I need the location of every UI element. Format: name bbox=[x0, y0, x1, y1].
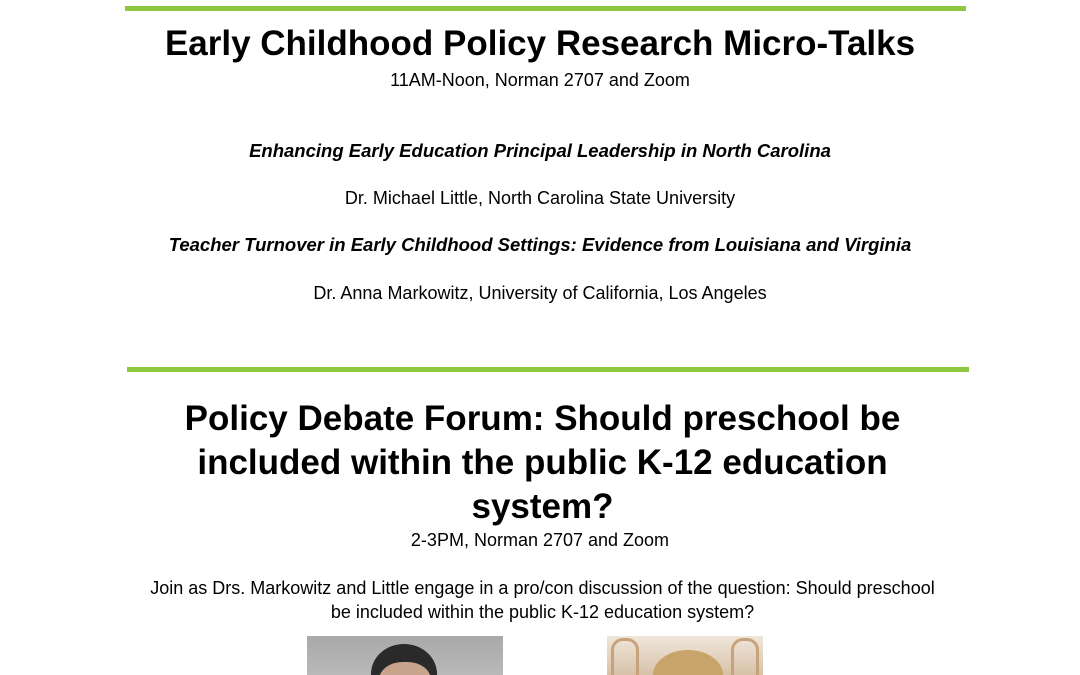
section-divider-middle bbox=[127, 367, 969, 372]
photo-arch-shape bbox=[611, 638, 639, 675]
section-divider-top bbox=[125, 6, 966, 11]
speaker-photo-little bbox=[307, 636, 503, 675]
talk-speaker-2: Dr. Anna Markowitz, University of California, Los Angeles bbox=[313, 283, 767, 303]
section2-description: Join as Drs. Markowitz and Little engage in a pro/con discussion of the question: Should preschool be included within the public K-12 education system? bbox=[150, 578, 935, 622]
section1-title: Early Childhood Policy Research Micro-Talks bbox=[164, 24, 916, 63]
talk-speaker-1: Dr. Michael Little, North Carolina State University bbox=[344, 188, 736, 208]
section1-time-location: 11AM-Noon, Norman 2707 and Zoom bbox=[390, 70, 690, 90]
photo-arch-shape bbox=[731, 638, 759, 675]
section2-time-location: 2-3PM, Norman 2707 and Zoom bbox=[410, 530, 670, 550]
speaker-photo-markowitz bbox=[607, 636, 763, 675]
talk-title-1: Enhancing Early Education Principal Leadership in North Carolina bbox=[249, 140, 831, 161]
talk-title-2: Teacher Turnover in Early Childhood Settings: Evidence from Louisiana and Virginia bbox=[168, 234, 912, 255]
section2-title: Policy Debate Forum: Should preschool be included within the public K-12 education system? bbox=[184, 399, 901, 526]
photo-hair-shape bbox=[653, 650, 723, 675]
